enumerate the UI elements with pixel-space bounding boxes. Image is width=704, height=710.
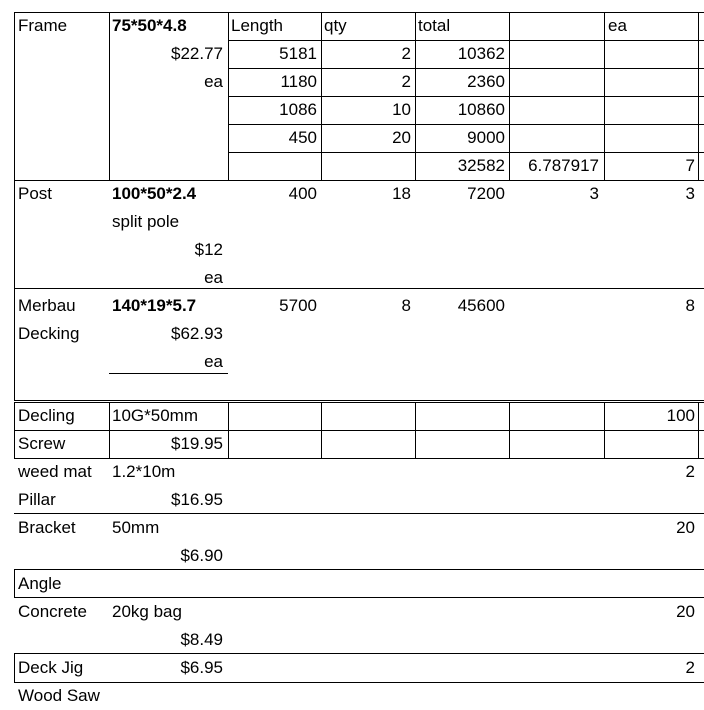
post-desc: split pole (112, 212, 180, 231)
concrete-size: 20kg bag (112, 602, 182, 621)
merbau-ea-value: 8 (685, 296, 695, 315)
frame-total-cell: 9000 (467, 128, 505, 147)
gridline (14, 400, 704, 401)
merbau-size: 140*19*5.7 (112, 296, 197, 315)
concrete-ea-value: 20 (676, 602, 695, 621)
concrete-label: Concrete (18, 602, 87, 621)
frame-price: $22.77 (171, 44, 223, 63)
merbau-label: Merbau (18, 296, 76, 315)
post-total: 7200 (467, 184, 505, 203)
post-label: Post (18, 184, 53, 203)
screw-label: Screw (18, 434, 66, 453)
weedmat-label: weed mat (18, 462, 92, 481)
frame-total-cell: 10860 (457, 100, 505, 119)
gridline (109, 12, 110, 180)
merbau-length: 5700 (279, 296, 317, 315)
gridline (14, 682, 704, 683)
frame-length-cell: 1086 (279, 100, 317, 119)
bracket-ea-value: 20 (676, 518, 695, 537)
woodsaw-label: Wood Saw (18, 686, 100, 705)
gridline (415, 402, 416, 458)
post-qty: 18 (392, 184, 411, 203)
gridline (14, 180, 15, 288)
header-length: Length (231, 16, 283, 35)
decling-size: 10G*50mm (112, 406, 198, 425)
frame-size: 75*50*4.8 (112, 16, 187, 35)
frame-length-cell: 1180 (280, 72, 317, 91)
gridline (698, 402, 699, 458)
merbau-total: 45600 (457, 296, 505, 315)
frame-qty-cell: 10 (392, 100, 411, 119)
gridline (228, 402, 229, 458)
weedmat-price: $16.95 (171, 490, 223, 509)
gridline (14, 288, 15, 400)
merbau-label-2: Decking (18, 324, 80, 343)
weedmat-size: 1.2*10m (112, 462, 176, 481)
header-total: total (418, 16, 451, 35)
frame-qty-cell: 2 (401, 72, 411, 91)
deckjig-price: $6.95 (180, 658, 223, 677)
post-ea-value: 3 (685, 184, 695, 203)
frame-total-cell: 2360 (467, 72, 505, 91)
frame-sum-total: 32582 (457, 156, 505, 175)
bracket-price: $6.90 (180, 546, 223, 565)
bracket-label: Bracket (18, 518, 76, 537)
post-ratio: 3 (589, 184, 599, 203)
frame-total-cell: 10362 (457, 44, 505, 63)
deckjig-ea-value: 2 (685, 658, 695, 677)
frame-label: Frame (18, 16, 68, 35)
header-qty: qty (324, 16, 347, 35)
decling-ea-value: 100 (666, 406, 695, 425)
bracket-size: 50mm (112, 518, 160, 537)
merbau-unit: ea (204, 352, 223, 371)
frame-qty-cell: 20 (392, 128, 411, 147)
gridline (14, 569, 15, 597)
deckjig-label: Deck Jig (18, 658, 84, 677)
frame-length-cell: 450 (288, 128, 317, 147)
gridline (14, 653, 15, 683)
merbau-price: $62.93 (171, 324, 223, 343)
header-ea: ea (608, 16, 627, 35)
angle-label: Angle (18, 574, 62, 593)
gridline (509, 402, 510, 458)
gridline (14, 569, 704, 570)
gridline (14, 12, 15, 180)
frame-unit: ea (204, 72, 223, 91)
weedmat-ea-value: 2 (685, 462, 695, 481)
frame-qty-cell: 2 (401, 44, 411, 63)
gridline (321, 402, 322, 458)
post-price: $12 (194, 240, 223, 259)
post-unit: ea (204, 268, 223, 287)
concrete-price: $8.49 (180, 630, 223, 649)
post-length: 400 (288, 184, 317, 203)
gridline (698, 12, 699, 180)
frame-length-cell: 5181 (279, 44, 317, 63)
merbau-qty: 8 (401, 296, 411, 315)
post-size: 100*50*2.4 (112, 184, 197, 203)
decling-label: Decling (18, 406, 75, 425)
pillar-label: Pillar (18, 490, 56, 509)
frame-ratio: 6.787917 (528, 156, 599, 175)
frame-ea-value: 7 (685, 156, 695, 175)
decling-price: $19.95 (171, 434, 223, 453)
gridline (14, 402, 15, 458)
